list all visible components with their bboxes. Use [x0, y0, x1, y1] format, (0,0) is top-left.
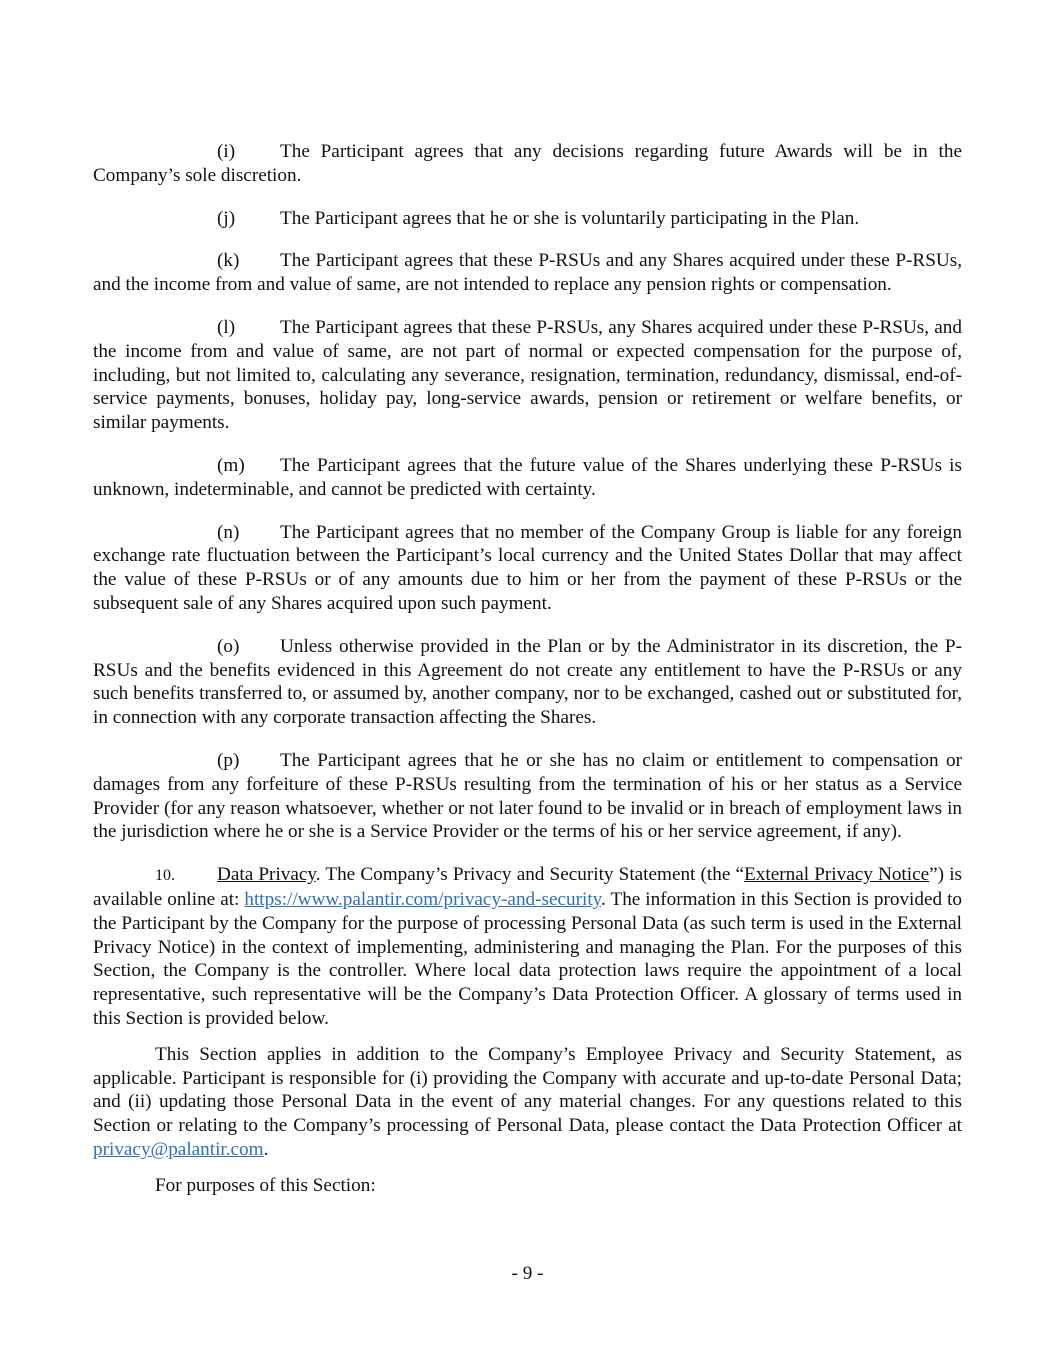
clause-k	[93, 249, 962, 297]
document-page	[93, 140, 962, 1216]
privacy-paragraph	[93, 1043, 962, 1162]
paragraph-text: .	[263, 1138, 269, 1160]
clause-text: The Participant agrees that these P-RSUs and any Shares acquired under these P-RSUs, and the income from and value of same, are not intended to replace any pension rights or compensation.	[93, 250, 962, 296]
clause-label: (m)	[217, 454, 245, 476]
section-number: 10.	[155, 867, 175, 885]
clause-label: (o)	[217, 635, 240, 657]
clause-text: The Participant agrees that these P-RSUs, any Shares acquired under these P-RSUs, and the income from and value of same, are not part of normal or expected compensation for the purpose of, including, but not limited to, calculating any severance, resignation, termination, redundancy, dismissal, end-of-service payments, bonuses, holiday pay, long-service awards, pension or retirement or welfare benefits, or similar payments.	[93, 316, 962, 434]
clause-label: (n)	[217, 521, 240, 543]
clause-m	[93, 454, 962, 502]
section-text: ”) is available online at:	[93, 864, 963, 910]
clause-n	[93, 521, 962, 616]
paragraph-text: This Section applies in addition to the Company’s Employee Privacy and Security Statement, as applicable. Participant is responsible for (i) providing the Company with accurate and up-to-date Personal Data; and (ii) updating those Personal Data in the event of any material changes. For any questions related to this Section or relating to the Company’s processing of Personal Data, please contact the Data Protection Officer at	[93, 1043, 962, 1137]
clause-j	[93, 207, 962, 231]
clause-o	[93, 635, 962, 730]
clause-p	[93, 749, 962, 844]
clause-text: The Participant agrees that any decisions regarding future Awards will be in the Company’s sole discretion.	[93, 141, 962, 186]
purposes-paragraph: For purposes of this Section:	[155, 1174, 376, 1196]
clause-l	[93, 316, 962, 435]
defined-term: External Privacy Notice	[744, 864, 930, 886]
clause-label: (l)	[217, 316, 236, 338]
clause-label: (i)	[217, 141, 236, 162]
clause-text: The Participant agrees that he or she is voluntarily participating in the Plan.	[280, 207, 860, 229]
clause-text: The Participant agrees that he or she has no claim or entitlement to compensation or damages from any forfeiture of these P-RSUs resulting from the termination of his or her status as a Service Provider (for any reason whatsoever, whether or not later found to be invalid or in breach of employment laws in the jurisdiction where he or she is a Service Provider or the terms of his or her service agreement, if any).	[93, 749, 962, 843]
section-10-data-privacy	[93, 863, 962, 1031]
privacy-email-link[interactable]: privacy@palantir.com	[93, 1138, 264, 1160]
clause-text: Unless otherwise provided in the Plan or by the Administrator in its discretion, the P-RSUs and the benefits evidenced in this Agreement do not create any entitlement to have the P-RSUs or any such benefits transferred to, or assumed by, another company, nor to be exchanged, cashed out or substituted for, in connection with any corporate transaction affecting the Shares.	[93, 635, 962, 729]
privacy-link[interactable]: https://www.palantir.com/privacy-and-security	[244, 888, 602, 910]
clause-label: (j)	[217, 207, 236, 229]
section-text: . The information in this Section is provided to the Participant by the Company for the purpose of processing Personal Data (as such term is used in the External Privacy Notice) in the context of implementing, administering and managing the Plan. For the purposes of this Section, the Company is the controller. Where local data protection laws require the appointment of a local representative, such representative will be the Company’s Data Protection Officer. A glossary of terms used in this Section is provided below.	[93, 888, 962, 1029]
clause-label: (p)	[217, 749, 240, 771]
clause-i	[93, 140, 962, 188]
section-heading: Data Privacy	[217, 864, 316, 886]
clause-text: The Participant agrees that no member of the Company Group is liable for any foreign exchange rate fluctuation between the Participant’s local currency and the United States Dollar that may affect the value of these P-RSUs or of any amounts due to him or her from the payment of these P-RSUs or the subsequent sale of any Shares acquired upon such payment.	[93, 521, 962, 614]
clause-text: The Participant agrees that the future value of the Shares underlying these P-RSUs is unknown, indeterminable, and cannot be predicted with certainty.	[93, 454, 962, 500]
clause-label: (k)	[217, 250, 240, 272]
page-number: - 9 -	[511, 1263, 544, 1284]
section-text: . The Company’s Privacy and Security Statement (the “	[315, 864, 745, 886]
